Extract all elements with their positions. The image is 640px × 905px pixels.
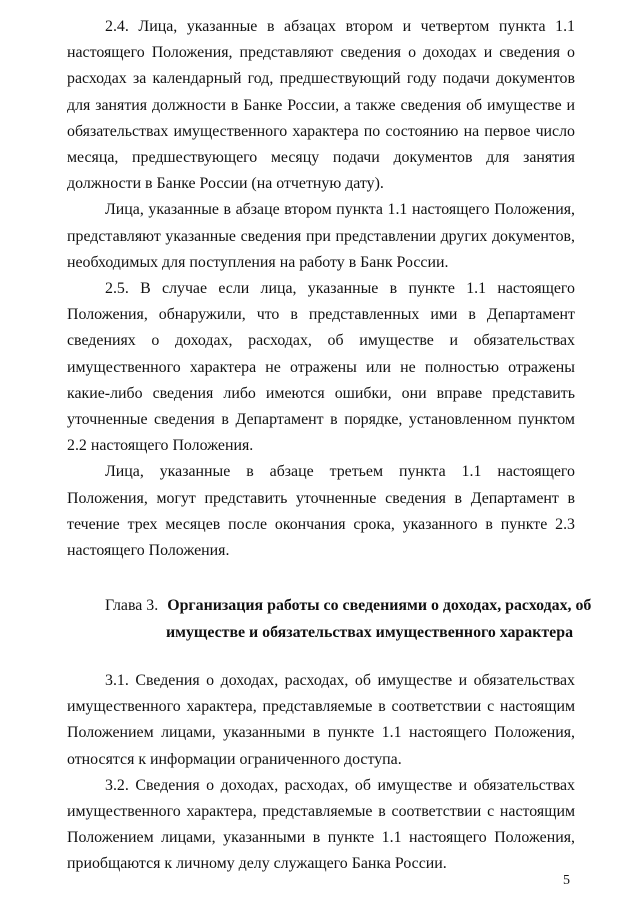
chapter-label: Глава 3. [105,597,159,614]
paragraph-2-5: 2.5. В случае если лица, указанные в пункте 1.1 настоящего Положения, обнаружили, что в представленных ими в Департамент сведениях о доходах, расходах, об имуществе и обязательствах имущественного характера не отражены или не полностью отражены какие-либо сведения либо имеются ошибки, они вправе представить уточненные сведения в Департамент в порядке, установленном пунктом 2.2 настоящего Положения. [67,280,575,455]
paragraph-3-2: 3.2. Сведения о доходах, расходах, об имуществе и обязательствах имущественного характера, представляемые в соответствии с настоящим Положением лицами, указанными в пункте 1.1 настоящего Положения, приобщаются к личному делу служащего Банка России. [67,776,575,873]
chapter-heading-line-1 [67,592,592,619]
page-number: 5 [563,873,570,888]
paragraph-2-4-addendum: Лица, указанные в абзаце втором пункта 1.1 настоящего Положения, представляют указанные сведения при представлении других документов, необходимых для поступления на работу в Банк России. [67,201,575,271]
section-3-body [67,668,575,878]
chapter-title-line-2: имуществе и обязательствах имущественного характера [166,624,574,641]
paragraph-2-4: 2.4. Лица, указанные в абзацах втором и четвертом пункта 1.1 настоящего Положения, представляют сведения о доходах и сведения о расходах за календарный год, предшествующий году подачи документов для занятия должности в Банке России, а также сведения об имуществе и обязательствах имущественного характера по состоянию на первое число месяца, предшествующего месяцу подачи документов для занятия должности в Банке России (на отчетную дату). [67,18,575,193]
paragraph-3-1: 3.1. Сведения о доходах, расходах, об имуществе и обязательствах имущественного характера, представляемые в соответствии с настоящим Положением лицами, указанными в пункте 1.1 настоящего Положения, относятся к информации ограниченного доступа. [67,672,575,768]
paragraph-2-5-addendum: Лица, указанные в абзаце третьем пункта 1.1 настоящего Положения, могут представить уточненные сведения в Департамент в течение трех месяцев после окончания срока, указанного в пункте 2.3 настоящего Положения. [67,463,575,560]
chapter-3-heading [67,592,592,646]
chapter-title-line-1: Организация работы со сведениями о доходах, расходах, об [167,597,592,614]
section-2-body [67,14,575,564]
